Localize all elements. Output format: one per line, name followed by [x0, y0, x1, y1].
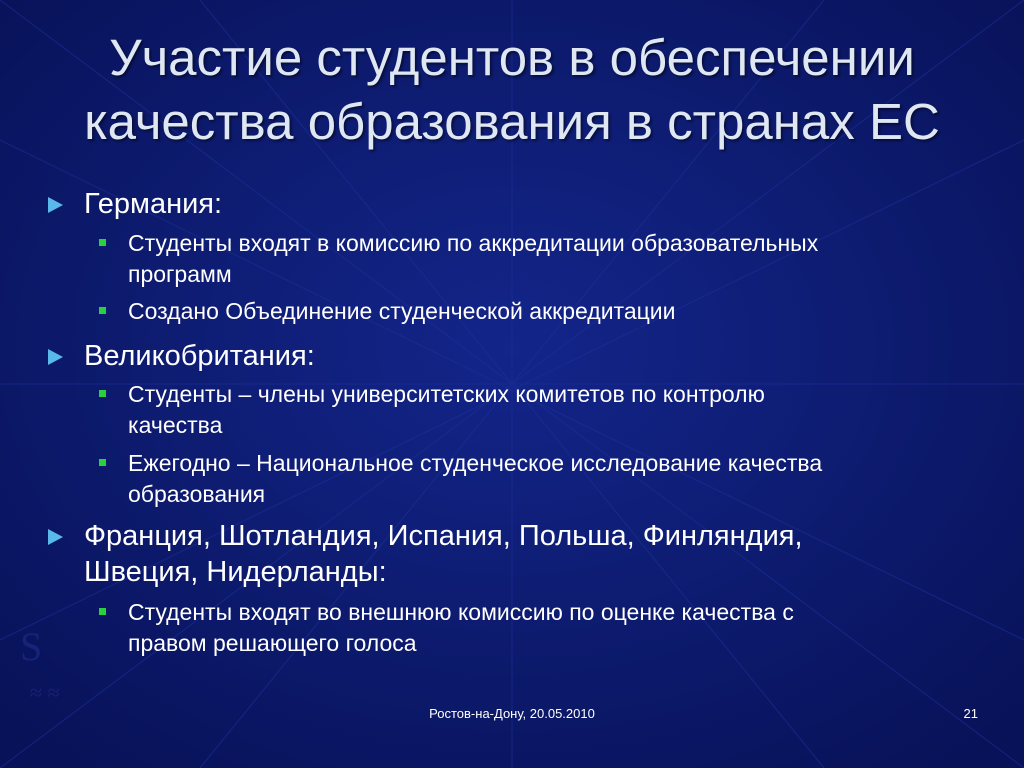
square-bullet-icon: [99, 307, 106, 314]
section-other-countries-heading: Франция, Шотландия, Испания, Польша, Финляндия, Швеция, Нидерланды:: [84, 518, 984, 590]
triangle-right-icon: [48, 529, 63, 545]
title-line-1: Участие студентов в обеспечении: [109, 29, 915, 86]
list-item: Создано Объединение студенческой аккредитации: [128, 296, 988, 327]
square-bullet-icon: [99, 239, 106, 246]
footer-location-date: Ростов-на-Дону, 20.05.2010: [429, 706, 595, 721]
svg-text:S: S: [20, 624, 43, 669]
square-bullet-icon: [99, 459, 106, 466]
list-item: Студенты входят во внешнюю комиссию по оценке качества с правом решающего голоса: [128, 597, 988, 659]
list-item: Студенты входят в комиссию по аккредитации образовательных программ: [128, 228, 988, 290]
section-germany-heading: Германия:: [84, 186, 984, 222]
list-item: Ежегодно – Национальное студенческое исследование качества образования: [128, 448, 988, 510]
svg-text:≈ ≈: ≈ ≈: [30, 680, 60, 705]
triangle-right-icon: [48, 349, 63, 365]
triangle-right-icon: [48, 197, 63, 213]
title-line-2: качества образования в странах ЕС: [84, 93, 940, 150]
square-bullet-icon: [99, 390, 106, 397]
section-uk-heading: Великобритания:: [84, 338, 984, 374]
slide-number: 21: [963, 706, 978, 721]
square-bullet-icon: [99, 608, 106, 615]
list-item: Студенты – члены университетских комитетов по контролю качества: [128, 379, 988, 441]
